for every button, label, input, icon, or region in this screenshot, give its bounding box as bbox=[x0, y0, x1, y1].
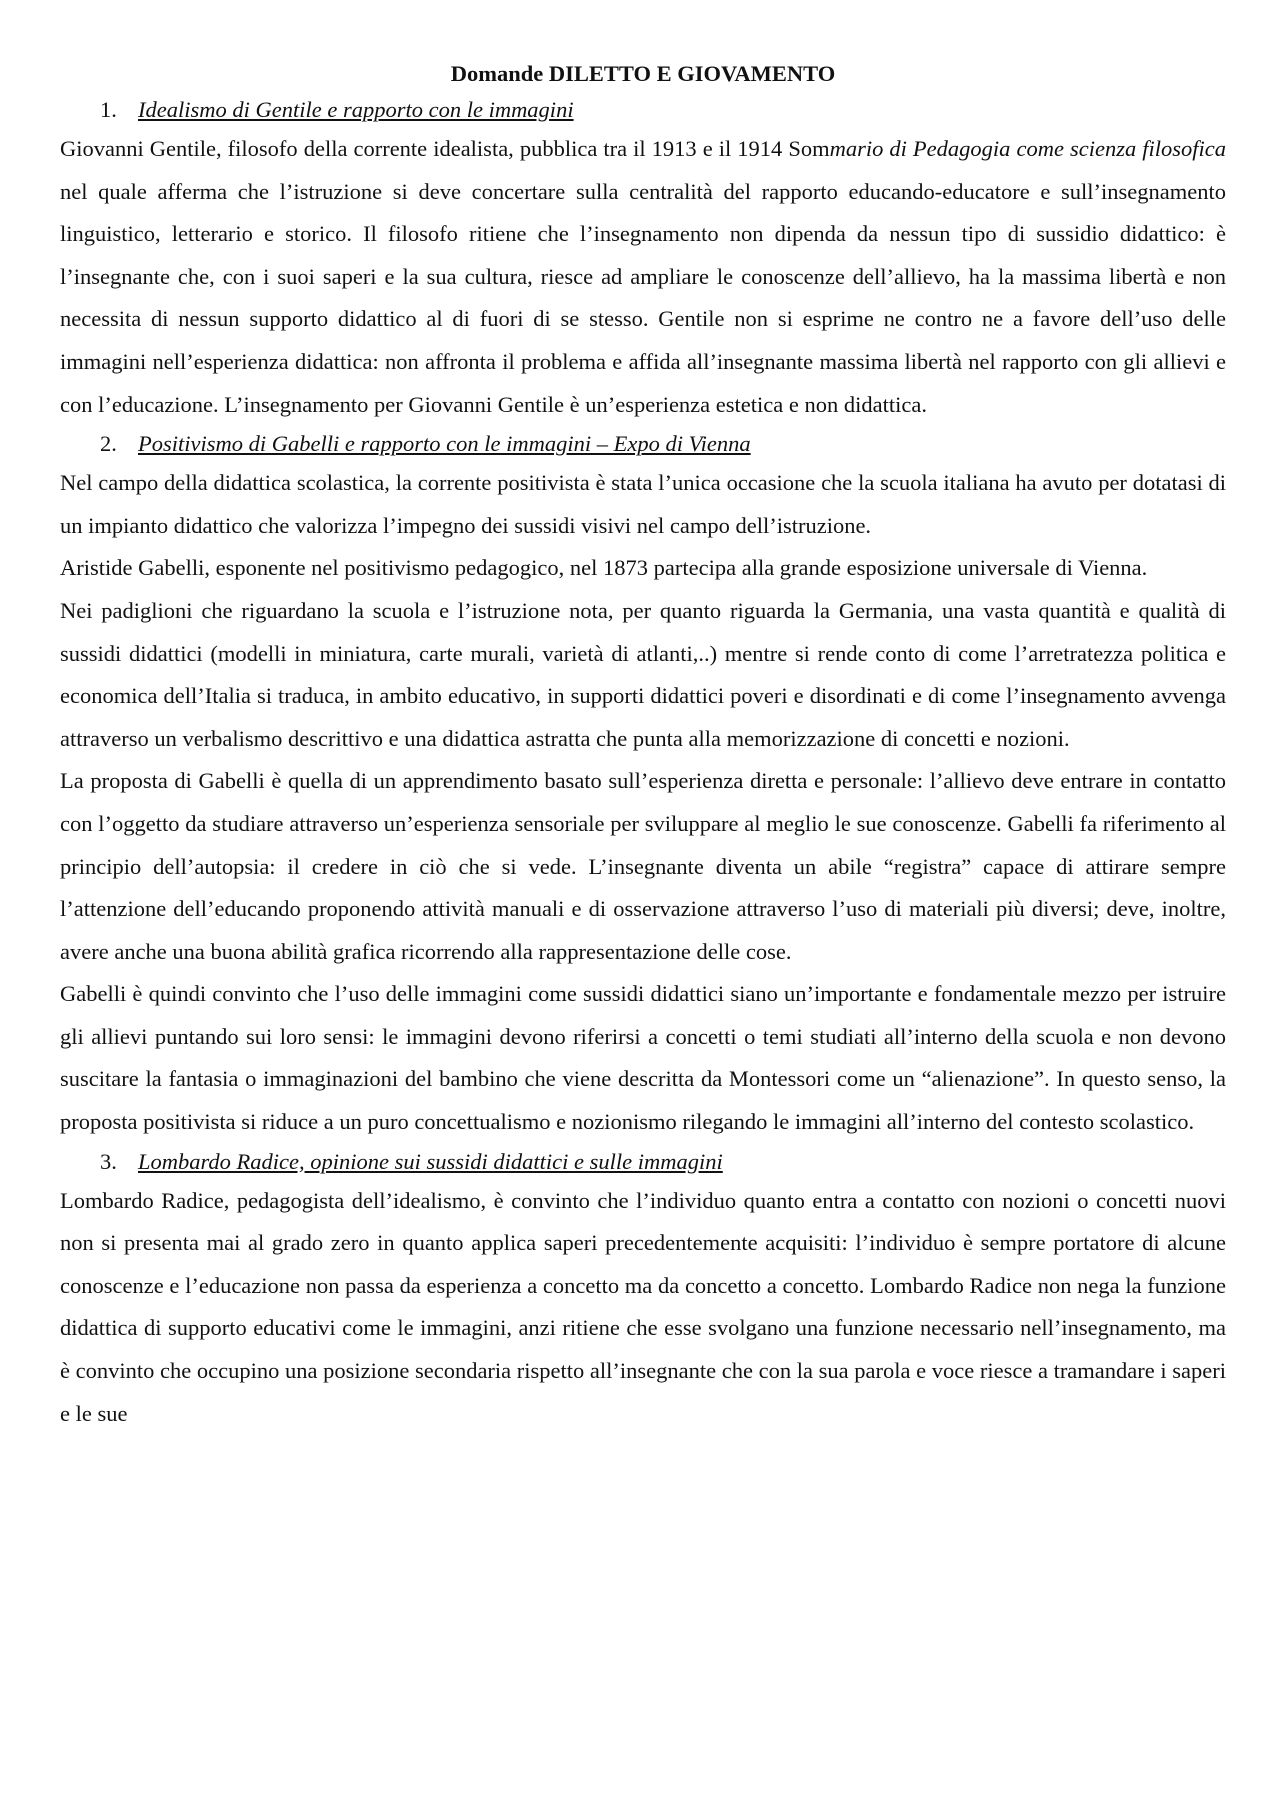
section-number-2: 2. bbox=[100, 431, 117, 457]
section-1-paragraph bbox=[60, 128, 1226, 426]
section-3-paragraph-1: Lombardo Radice, pedagogista dell’idealismo, è convinto che l’individuo quanto entra a contatto con nozioni o concetti nuovi non si presenta mai al grado zero in quanto applica saperi precedentemente acquisiti: l’individuo è sempre portatore di alcune conoscenze e l’educazione non passa da esperienza a concetto ma da concetto a concetto. Lombardo Radice non nega la funzione didattica di supporto educativi come le immagini, anzi ritiene che esse svolgano una funzione necessario nell’insegnamento, ma è convinto che occupino una posizione secondaria rispetto all’insegnante che con la sua parola e voce riesce a tramandare i saperi e le sue bbox=[60, 1187, 1226, 1426]
section-title-2: Positivismo di Gabelli e rapporto con le immagini – Expo di Vienna bbox=[138, 431, 751, 457]
section-heading-2 bbox=[60, 426, 1226, 462]
section-2-paragraph-5: Gabelli è quindi convinto che l’uso delle immagini come sussidi didattici siano un’importante e fondamentale mezzo per istruire gli allievi puntando sui loro sensi: le immagini devono riferirsi a concetti o temi studiati all’interno della scuola e non devono suscitare la fantasia o immaginazioni del bambino che viene descritta da Montessori come un “alienazione”. In questo senso, la proposta positivista si riduce a un puro concettualismo e nozionismo rilegando le immagini all’interno del contesto scolastico. bbox=[60, 981, 1226, 1135]
section-1-text-c: nel quale afferma che l’istruzione si deve concertare sulla centralità del rapporto educando-educatore e sull’insegnamento linguistico, letterario e storico. Il filosofo ritiene che l’insegnamento non dipenda da nessun tipo di sussidio didattico: è l’insegnante che, con i suoi saperi e la sua cultura, riesce ad ampliare le conoscenze dell’allievo, ha la massima libertà e non necessita di nessun supporto didattico al di fuori di se stesso. Gentile non si esprime ne contro ne a favore dell’uso delle immagini nell’esperienza didattica: non affronta il problema e affida all’insegnante massima libertà nel rapporto con gli allievi e con l’educazione. L’insegnamento per Giovanni Gentile è un’esperienza estetica e non didattica. bbox=[60, 178, 1226, 417]
section-heading-3 bbox=[60, 1144, 1226, 1180]
section-title-3: Lombardo Radice, opinione sui sussidi didattici e sulle immagini bbox=[138, 1148, 723, 1174]
section-2-paragraph-1: Nel campo della didattica scolastica, la corrente positivista è stata l’unica occasione che la scuola italiana ha avuto per dotatasi di un impianto didattico che valorizza l’impegno dei sussidi visivi nel campo dell’istruzione. bbox=[60, 470, 1226, 538]
section-number-3: 3. bbox=[100, 1148, 117, 1174]
section-number-1: 1. bbox=[100, 97, 117, 122]
section-2-paragraph-3: Nei padiglioni che riguardano la scuola e l’istruzione nota, per quanto riguarda la Germania, una vasta quantità e qualità di sussidi didattici (modelli in miniatura, carte murali, varietà di atlanti,..) mentre si rende conto di come l’arretratezza politica e economica dell’Italia si traduca, in ambito educativo, in supporti didattici poveri e disordinati e di come l’insegnamento avvenga attraverso un verbalismo descrittivo e una didattica astratta che punta alla memorizzazione di concetti e nozioni. bbox=[60, 597, 1226, 751]
section-1-text-a: Giovanni Gentile, filosofo della corrente idealista, pubblica tra il 1913 e il 1914 Som bbox=[60, 136, 830, 161]
document-title: Domande DILETTO E GIOVAMENTO bbox=[450, 61, 836, 86]
section-2-paragraph-2: Aristide Gabelli, esponente nel positivismo pedagogico, nel 1873 partecipa alla grande esposizione universale di Vienna. bbox=[60, 555, 1148, 581]
document-page bbox=[60, 56, 1226, 1435]
section-heading-1 bbox=[60, 92, 1226, 128]
section-title-1: Idealismo di Gentile e rapporto con le immagini bbox=[138, 97, 574, 122]
section-1-book-title: mario di Pedagogia come scienza filosofica bbox=[829, 136, 1226, 161]
section-2-paragraph-4: La proposta di Gabelli è quella di un apprendimento basato sull’esperienza diretta e personale: l’allievo deve entrare in contatto con l’oggetto da studiare attraverso un’esperienza sensoriale per sviluppare al meglio le sue conoscenze. Gabelli fa riferimento al principio dell’autopsia: il credere in ciò che si vede. L’insegnante diventa un abile “registra” capace di attirare sempre l’attenzione dell’educando proponendo attività manuali e di osservazione attraverso l’uso di materiali più diversi; deve, inoltre, avere anche una buona abilità grafica ricorrendo alla rappresentazione delle cose. bbox=[60, 768, 1226, 964]
